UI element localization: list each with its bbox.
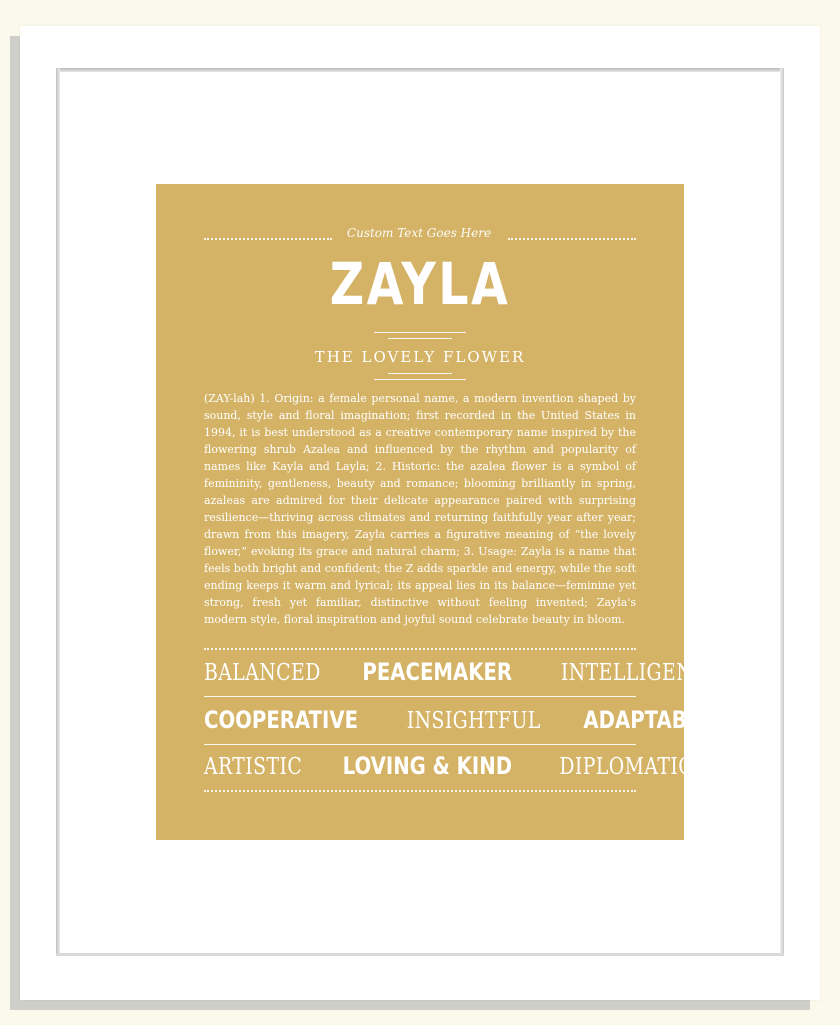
trait-row-divider xyxy=(204,744,636,745)
trait-word: INSIGHTFUL xyxy=(406,708,541,734)
trait-word: LOVING & KIND xyxy=(342,752,512,780)
trait-word: PEACEMAKER xyxy=(362,658,513,686)
name-definition: (ZAY-lah) 1. Origin: a female personal name, a modern invention shaped by sound, style and floral imagination; first recorded in the United States in 1994, it is best understood as a creative contemporary name inspired by the flowering shrub Azalea and influenced by the rhythm and popularity of names like Kayla and Layla; 2. Historic: the azalea flower is a symbol of femininity, gentleness, beauty and romance; blooming brilliantly in spring, azaleas are admired for their delicate appearance paired with surprising resilience—thriving across climates and returning faithfully year after year; drawn from this imagery, Zayla carries a figurative meaning of “the lovely flower,” evoking its grace and natural charm; 3. Usage: Zayla is a name that feels both bright and confident; the Z adds sparkle and energy, while the soft ending keeps it warm and lyrical; its appeal lies in its balance—feminine yet strong, fresh yet familiar, distinctive without feeling invented; Zayla's modern style, floral inspiration and joyful sound celebrate beauty in bloom. xyxy=(204,392,636,626)
poster-name: ZAYLA xyxy=(329,250,511,318)
dotted-divider-traits-bottom xyxy=(204,790,636,795)
dotted-divider-left xyxy=(204,238,332,243)
rule-lower-short xyxy=(388,373,452,374)
trait-row-2 xyxy=(204,706,714,738)
dotted-divider-traits-top xyxy=(204,648,636,653)
mat-inner-shadow-left xyxy=(56,68,60,956)
trait-row-divider xyxy=(204,696,636,697)
rule-upper-short xyxy=(388,338,452,339)
mat-inner-shadow-bottom xyxy=(56,953,784,956)
name-poster xyxy=(156,184,714,840)
trait-word: DIPLOMATIC xyxy=(559,754,694,780)
custom-text: Custom Text Goes Here xyxy=(346,226,492,240)
trait-row-1 xyxy=(204,658,706,690)
trait-word: ARTISTIC xyxy=(204,754,303,780)
trait-word: ADAPTABLE xyxy=(583,706,714,734)
name-meaning: THE LOVELY FLOWER xyxy=(314,348,526,366)
rule-upper xyxy=(374,332,466,333)
trait-row-3 xyxy=(204,752,694,784)
dotted-divider-right xyxy=(508,238,636,243)
mat-inner-shadow-right xyxy=(780,68,784,956)
rule-lower xyxy=(374,379,466,380)
mat-inner-shadow-top xyxy=(56,68,784,72)
trait-word: BALANCED xyxy=(204,660,321,686)
trait-word: COOPERATIVE xyxy=(204,706,359,734)
trait-word: INTELLIGENT xyxy=(560,660,706,686)
